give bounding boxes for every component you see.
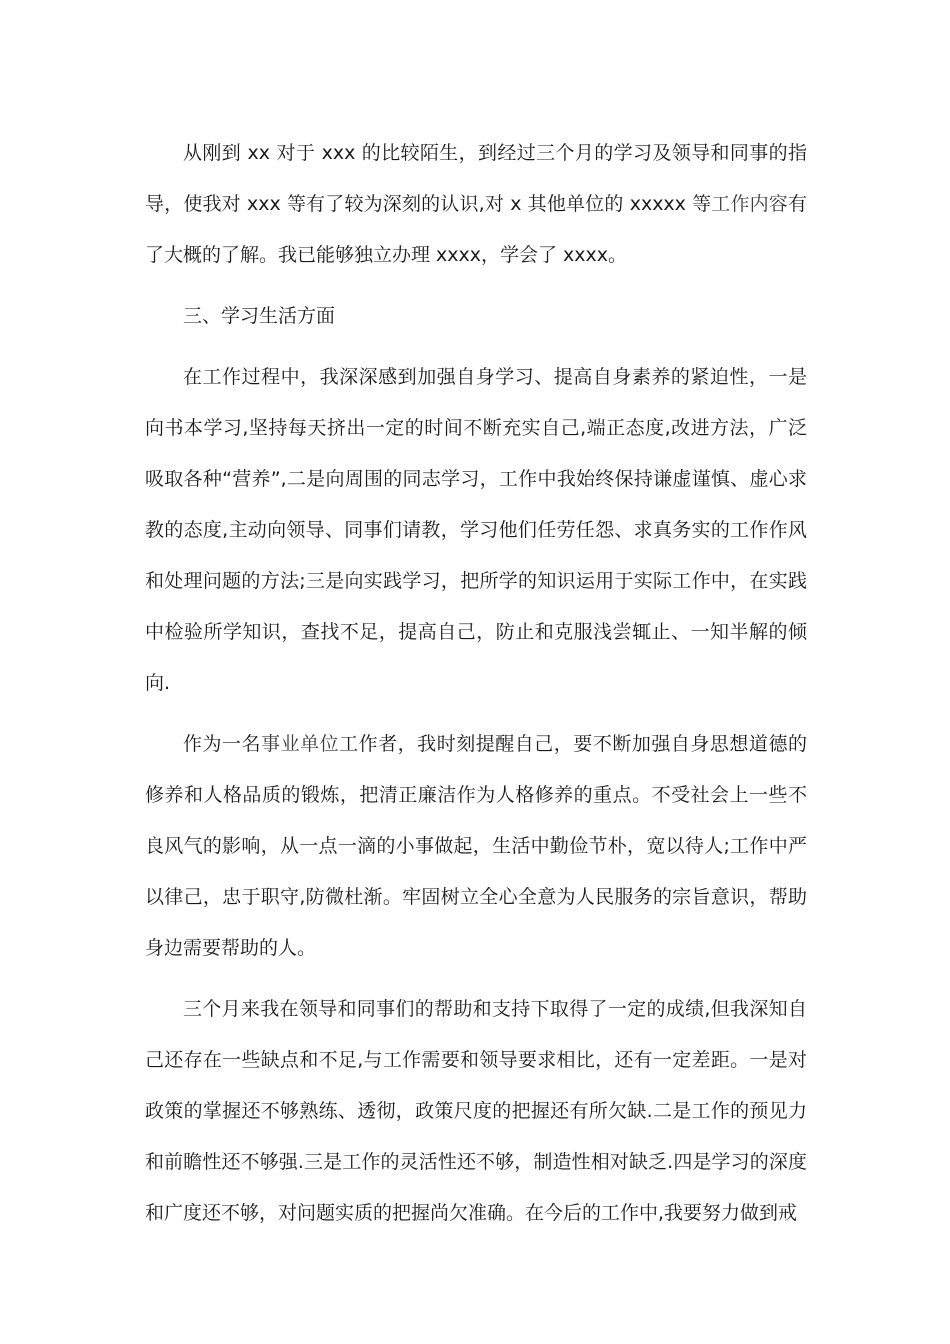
paragraph-work-progress [145,128,807,281]
paragraph-text: 从刚到 xx 对于 xxx 的比较陌生，到经过三个月的学习及领导和同事的指导，使我对 xxx 等有了较为深刻的认识,对 x 其他单位的 xxxxx 等 [145,142,807,215]
paragraph-shortcomings: 三个月来我在领导和同事们的帮助和支持下取得了一定的成绩,但我深知自己还存在一些缺点和不足,与工作需要和领导要求相比，还有一定差距。一是对政策的掌握还不够熟练、透彻，政策尺度的把握还有所欠缺.二是工作的预见力和前瞻性还不够强.三是工作的灵活性还不够，制造性相对缺乏.四是学习的深度和广度还不够，对问题实质的把握尚欠准确。在今后的工作中,我要努力做到戒 [145,998,807,1224]
paragraph-ethics [145,719,807,974]
paragraph-text: 作为一名 [183,733,262,755]
section-heading: 三、学习生活方面 [183,305,336,327]
link-work-content[interactable]: 工作内容 [711,193,788,215]
paragraph-study: 在工作过程中，我深深感到加强自身学习、提高自身素养的紧迫性，一是向书本学习,坚持每天挤出一定的时间不断充实自己,端正态度,改进方法，广泛吸取各种“营养”,二是向周围的同志学习，工作中我始终保持谦虚谨慎、虚心求教的态度,主动向领导、同事们请教，学习他们任劳任怨、求真务实的工作作风和处理问题的方法;三是向实践学习，把所学的知识运用于实际工作中，在实践中检验所学知识，查找不足，提高自己，防止和克服浅尝辄止、一知半解的倾向. [145,366,807,694]
link-public-institution[interactable]: 事业单位 [261,733,340,755]
paragraph-text: 有了大概的了解。我已能够独立办理 xxxx，学会了 xxxx。 [145,193,807,266]
paragraph-text: 工作者，我时刻提醒自己，要不断加强自身思想道德的修养和人格品质的锻炼，把清正廉洁作为人格修养的重点。不受社会上一些不良风气的影响，从一点一滴的小事做起，生活中勤俭节朴，宽以待人;工作中严以律己，忠于职守,防微杜渐。牢固树立全心全意为人民服务的宗旨意识，帮助身边需要帮助的人。 [145,733,807,959]
document-page [145,128,807,1249]
